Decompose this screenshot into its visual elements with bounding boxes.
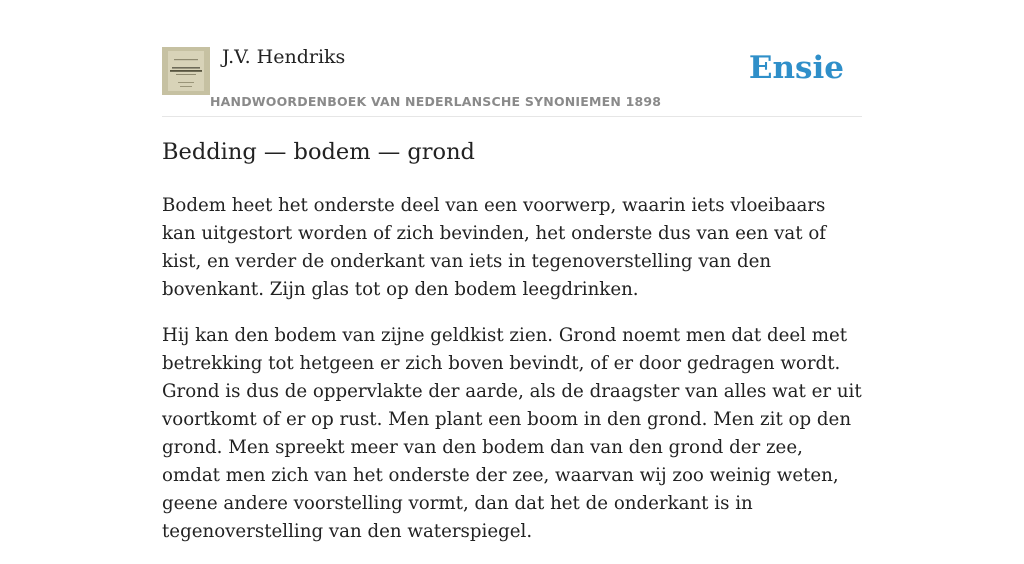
article-header — [162, 44, 862, 117]
article-paragraph: Bodem heet het onderste deel van een voorwerp, waarin iets vloeibaars kan uitgestort worden of zich bevinden, het onderste dus van een vat of kist, en verder de onderkant van iets in tegenoverstelling van den bovenkant. Zijn glas tot op den bodem leegdrinken. — [162, 195, 827, 300]
ensie-logo[interactable]: Ensie — [748, 50, 844, 86]
article-body — [162, 192, 864, 564]
article-paragraph: Hij kan den bodem van zijne geldkist zien. Grond noemt men dat deel met betrekking tot hetgeen er zich boven bevindt, of er door gedragen wordt. Grond is dus de oppervlakte der aarde, als de draagster van alles wat er uit voortkomt of er op rust. Men plant een boom in den grond. Men zit op den grond. Men spreekt meer van den bodem dan van den grond der zee, omdat men zich van het onderste der zee, waarvan wij zoo weinig weten, geene andere voorstelling vormt, dan dat het de onderkant is in tegenoverstelling van den waterspiegel. — [162, 325, 862, 542]
source-title[interactable]: HANDWOORDENBOEK VAN NEDERLANSCHE SYNONIEMEN 1898 — [210, 94, 662, 109]
author-name[interactable]: J.V. Hendriks — [222, 46, 346, 68]
book-cover-avatar-icon[interactable] — [162, 47, 210, 95]
article-title: Bedding — bodem — grond — [162, 139, 475, 165]
